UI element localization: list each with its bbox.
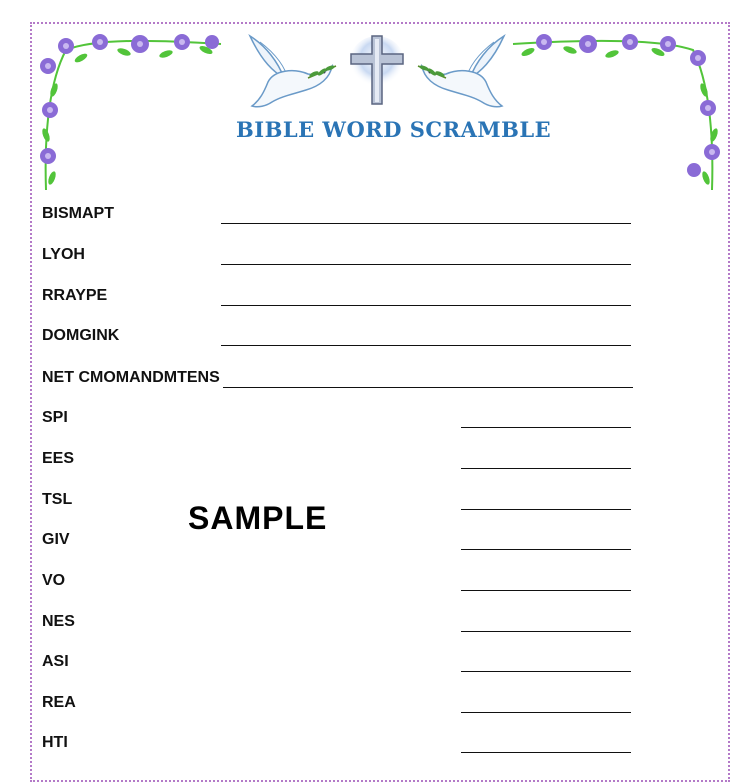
dove-right-icon: [414, 32, 510, 112]
floral-corner-right-decoration: [508, 30, 723, 195]
answer-line: [221, 345, 631, 346]
answer-line: [461, 752, 631, 753]
answer-line: [461, 712, 631, 713]
scrambled-word: TSL: [42, 491, 73, 508]
scrambled-word: NES: [42, 613, 75, 630]
word-row: [42, 613, 642, 635]
word-row: [42, 369, 642, 391]
word-row: [42, 287, 642, 309]
scrambled-word: RRAYPE: [42, 287, 108, 304]
word-row: [42, 653, 642, 675]
answer-line: [221, 305, 631, 306]
word-row: [42, 572, 642, 594]
sample-watermark: SAMPLE: [188, 500, 328, 536]
answer-line: [461, 468, 631, 469]
word-row: [42, 327, 642, 349]
worksheet-title: BIBLE WORD SCRAMBLE: [236, 117, 552, 142]
word-row: [42, 409, 642, 431]
cross-icon: [347, 34, 407, 106]
floral-corner-left-decoration: [36, 30, 226, 195]
scrambled-word: DOMGINK: [42, 327, 120, 344]
answer-line: [461, 549, 631, 550]
answer-line: [461, 631, 631, 632]
scrambled-word: EES: [42, 450, 75, 467]
scrambled-word: BISMAPT: [42, 205, 114, 222]
word-row: [42, 491, 642, 513]
scrambled-word: SPI: [42, 409, 68, 426]
answer-line: [221, 223, 631, 224]
word-row: [42, 450, 642, 472]
answer-line: [223, 387, 633, 388]
word-row: [42, 734, 642, 756]
word-row: [42, 205, 642, 227]
scrambled-word: ASI: [42, 653, 69, 670]
answer-line: [221, 264, 631, 265]
answer-line: [461, 590, 631, 591]
answer-line: [461, 509, 631, 510]
word-row: [42, 246, 642, 268]
word-row: [42, 694, 642, 716]
scrambled-word: HTI: [42, 734, 68, 751]
word-row: [42, 531, 642, 553]
scrambled-word: GIV: [42, 531, 70, 548]
dove-left-icon: [244, 32, 340, 112]
scrambled-word: VO: [42, 572, 66, 589]
answer-line: [461, 427, 631, 428]
scrambled-word: LYOH: [42, 246, 85, 263]
answer-line: [461, 671, 631, 672]
scrambled-word: NET CMOMANDMTENS: [42, 369, 220, 386]
scrambled-word: REA: [42, 694, 76, 711]
